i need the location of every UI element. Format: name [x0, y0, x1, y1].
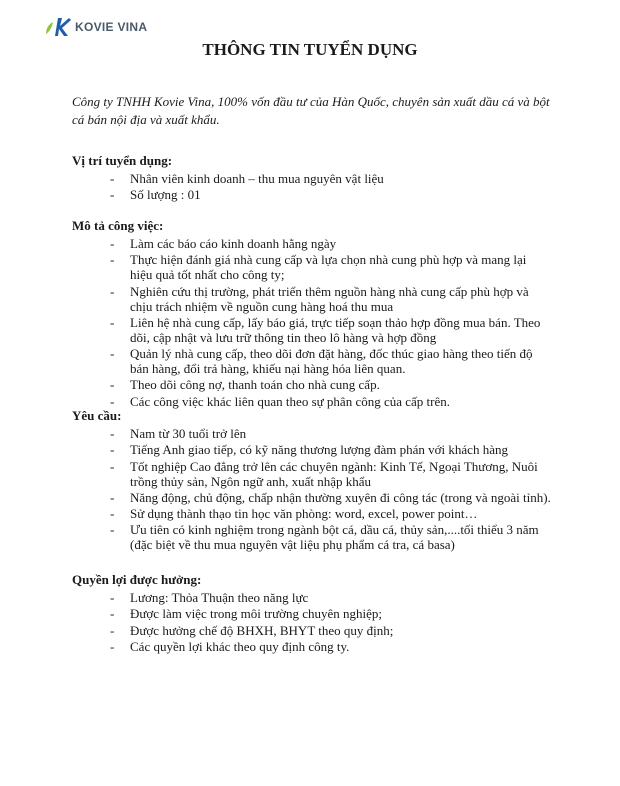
bullet-dash: -	[110, 489, 115, 505]
list-item	[72, 315, 552, 345]
section-heading: Yêu cầu:	[72, 408, 122, 423]
bullet-dash: -	[110, 252, 115, 268]
item-text: Nam từ 30 tuổi trở lên	[130, 426, 247, 441]
bullet-dash: -	[110, 506, 115, 522]
item-text: Lương: Thỏa Thuận theo năng lực	[130, 590, 309, 605]
item-text: Sử dụng thành thạo tin học văn phòng: word, excel, power point…	[130, 506, 478, 522]
list-item	[72, 590, 552, 605]
list-item	[72, 606, 552, 621]
list-item	[72, 171, 552, 186]
bullet-dash: -	[110, 606, 115, 622]
item-text: Tốt nghiệp Cao đẳng trở lên các chuyên ngành: Kinh Tế, Ngoại Thương, Nuôi trồng thủy sản, Ngôn ngữ anh, xuất nhập khẩu	[130, 458, 538, 489]
section-heading: Quyền lợi được hưởng:	[72, 572, 202, 587]
list-item	[72, 623, 552, 638]
bullet-dash: -	[110, 590, 115, 605]
bullet-dash: -	[110, 377, 115, 393]
section-heading: Mô tả công việc:	[72, 218, 164, 233]
item-text: Liên hệ nhà cung cấp, lấy báo giá, trực tiếp soạn thảo hợp đồng mua bán. Theo dõi, cập nhật và lưu trữ thông tin theo lô hàng và hợp đồng	[130, 314, 541, 345]
list-item	[72, 506, 552, 521]
document-title: THÔNG TIN TUYỂN DỤNG	[202, 40, 418, 59]
bullet-dash: -	[110, 638, 115, 654]
section-requirements	[72, 407, 552, 554]
item-text: Nghiên cứu thị trường, phát triển thêm nguồn hàng nhà cung cấp phù hợp và chịu trách nhiệm về nguồn cung hàng hoá thu mua	[130, 283, 529, 314]
item-text: Được làm việc trong môi trường chuyên nghiệp;	[130, 606, 383, 622]
list-item	[72, 442, 552, 457]
item-text: Thực hiện đánh giá nhà cung cấp và lựa chọn nhà cung phù hợp và mang lại hiệu quả tốt nhất cho công ty;	[130, 252, 527, 283]
bullet-dash: -	[110, 426, 115, 441]
list-item	[72, 346, 552, 376]
list-item	[72, 490, 552, 505]
company-intro: Công ty TNHH Kovie Vina, 100% vốn đầu tư của Hàn Quốc, chuyên sản xuất dầu cá và bột cá bán nội địa và xuất khẩu.	[72, 94, 550, 127]
item-text: Nhân viên kinh doanh – thu mua nguyên vật liệu	[130, 171, 384, 186]
bullet-dash: -	[110, 187, 115, 203]
item-text: Làm các báo cáo kinh doanh hằng ngày	[130, 236, 337, 251]
bullet-dash: -	[110, 622, 115, 638]
logo-text: KOVIE VINA	[75, 20, 148, 34]
item-text: Số lượng : 01	[130, 187, 201, 203]
bullet-dash: -	[110, 442, 115, 458]
kovie-logo-icon	[44, 16, 72, 38]
section-heading: Vị trí tuyển dụng:	[72, 153, 173, 168]
section-position	[72, 152, 552, 204]
item-text: Năng động, chủ động, chấp nhận thường xuyên đi công tác (trong và ngoài tỉnh).	[130, 489, 551, 505]
list-item	[72, 639, 552, 654]
list-item	[72, 377, 552, 392]
item-text: Theo dõi công nợ, thanh toán cho nhà cung cấp.	[130, 377, 380, 393]
bullet-dash: -	[110, 171, 115, 186]
item-text: Các công việc khác liên quan theo sự phân công của cấp trên.	[130, 393, 451, 409]
item-text: Được hưởng chế độ BHXH, BHYT theo quy định;	[130, 622, 394, 638]
item-text: Quản lý nhà cung cấp, theo dõi đơn đặt hàng, đốc thúc giao hàng theo tiến độ bán hàng, đổi trả hàng, khiếu nại hàng hóa liên quan.	[130, 346, 533, 377]
list-item	[72, 426, 552, 441]
list-item	[72, 522, 552, 552]
bullet-dash: -	[110, 283, 115, 299]
item-text: Ưu tiên có kinh nghiệm trong ngành bột cá, dầu cá, thủy sản,....tối thiểu 3 năm (đặc biệt về thu mua nguyên vật liệu phụ phẩm cá tra, cá basa)	[130, 522, 539, 553]
company-logo	[44, 16, 147, 38]
list-item	[72, 284, 552, 314]
list-item	[72, 236, 552, 251]
bullet-dash: -	[110, 236, 115, 251]
item-text: Tiếng Anh giao tiếp, có kỹ năng thương lượng đàm phán với khách hàng	[130, 442, 508, 458]
list-item	[72, 252, 552, 282]
list-item	[72, 459, 552, 489]
item-text: Các quyền lợi khác theo quy định công ty.	[130, 638, 350, 654]
bullet-dash: -	[110, 522, 115, 538]
bullet-dash: -	[110, 393, 115, 409]
bullet-dash: -	[110, 346, 115, 362]
section-job-description	[72, 217, 552, 410]
bullet-dash: -	[110, 458, 115, 474]
bullet-dash: -	[110, 314, 115, 330]
list-item	[72, 187, 552, 202]
section-benefits	[72, 571, 552, 655]
